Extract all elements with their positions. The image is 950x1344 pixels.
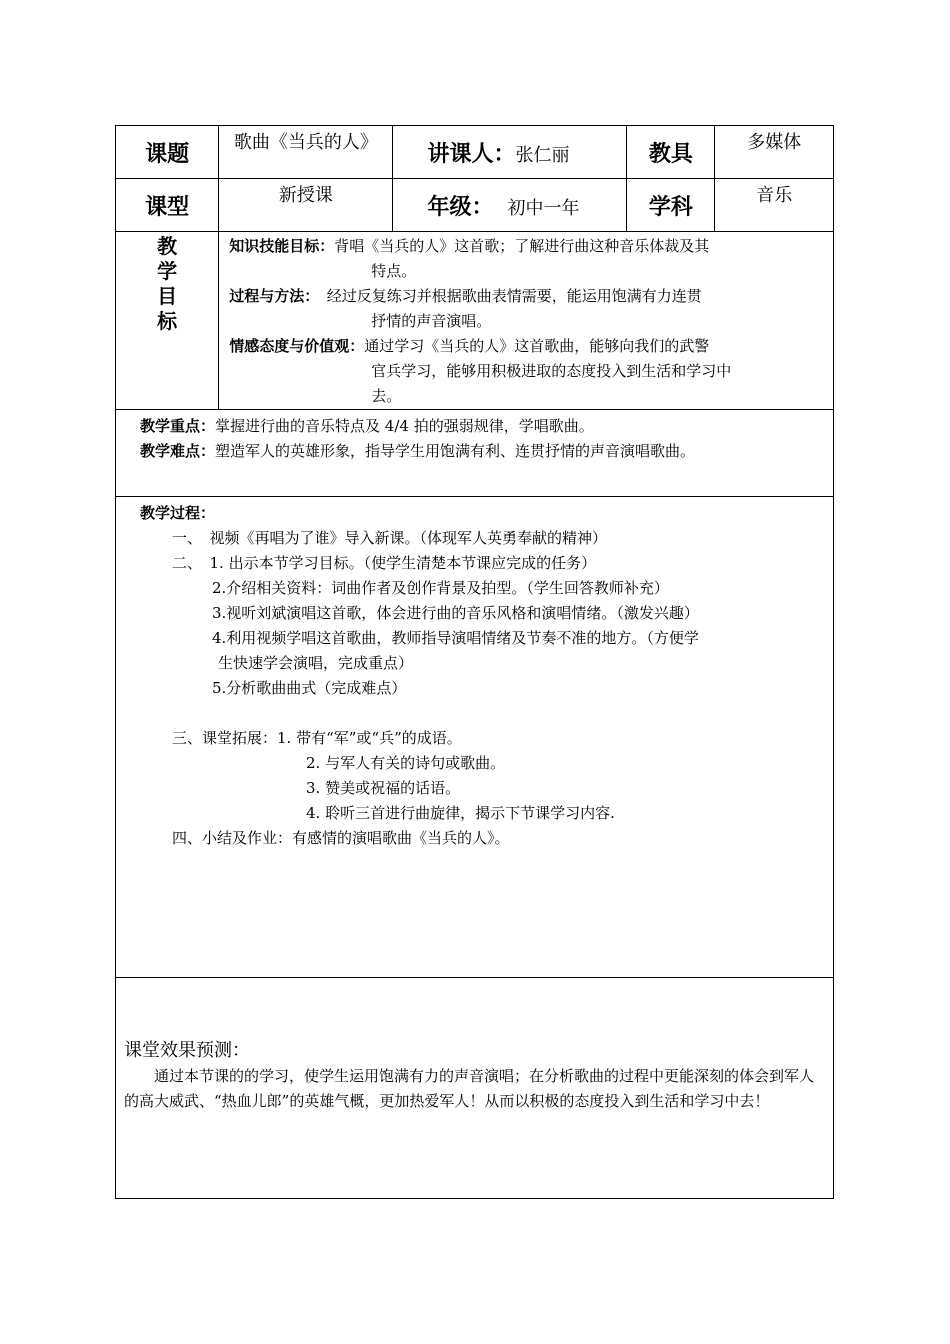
grade-value: 初中一年	[507, 197, 580, 219]
topic-label: 课题	[116, 126, 219, 179]
process-line1: 经过反复练习并根据歌曲表情需要，能运用饱满有力连贯	[311, 287, 702, 305]
teacher-cell	[393, 126, 627, 179]
process-spacer	[140, 701, 827, 726]
objectives-row	[116, 232, 834, 410]
effect-title: 课堂效果预测：	[124, 1040, 250, 1061]
emotion-line1: 通过学习《当兵的人》这首歌曲，能够向我们的武警	[364, 337, 710, 355]
tools-label: 教具	[627, 126, 715, 179]
emotion-line2: 官兵学习，能够用积极进取的态度投入到生活和学习中	[371, 362, 732, 380]
objectives-label-char: 标	[157, 309, 178, 333]
objectives-label-char: 学	[157, 259, 178, 283]
objectives-label	[116, 232, 219, 410]
focus-text: 掌握进行曲的音乐特点及 4/4 拍的强弱规律，学唱歌曲。	[215, 417, 594, 435]
process-line2: 抒情的声音演唱。	[371, 312, 492, 330]
effect-cell	[116, 978, 834, 1199]
process-step: 4. 聆听三首进行曲旋律，揭示下节课学习内容.	[306, 804, 615, 822]
subject-label: 学科	[627, 179, 715, 232]
knowledge-objective	[229, 234, 827, 259]
difficulty-label: 教学难点：	[140, 442, 216, 460]
topic-value: 歌曲《当兵的人》	[219, 126, 393, 179]
keypoints-row	[116, 410, 834, 497]
process-method-label: 过程与方法：	[229, 287, 312, 305]
process-step: 2. 与军人有关的诗句或歌曲。	[306, 754, 506, 772]
effect-body: 通过本节课的的学习，使学生运用饱满有力的声音演唱；在分析歌曲的过程中更能深刻的体会到军人的高大威武、“热血儿郎”的英雄气概，更加热爱军人！从而以积极的态度投入到生活和学习中去！	[124, 1067, 815, 1110]
tools-value: 多媒体	[715, 126, 834, 179]
effect-row	[116, 978, 834, 1199]
header-row-2	[116, 179, 834, 232]
grade-cell	[393, 179, 627, 232]
difficulty-line	[140, 439, 827, 464]
knowledge-line2: 特点。	[371, 262, 417, 280]
process-objective	[229, 284, 827, 309]
subject-value: 音乐	[715, 179, 834, 232]
knowledge-label: 知识技能目标：	[229, 237, 335, 255]
process-step: 3. 赞美或祝福的话语。	[306, 779, 461, 797]
grade-label: 年级：	[427, 193, 494, 220]
type-label: 课型	[116, 179, 219, 232]
emotion-line3: 去。	[371, 387, 402, 405]
process-step: 3.视听刘斌演唱这首歌，体会进行曲的音乐风格和演唱情绪。（激发兴趣）	[212, 604, 699, 622]
process-step: 生快速学会演唱，完成重点）	[218, 654, 414, 672]
process-row	[116, 497, 834, 978]
keypoints-cell	[116, 410, 834, 497]
knowledge-line1: 背唱《当兵的人》这首歌；了解进行曲这种音乐体裁及其	[334, 237, 710, 255]
process-step: 4.利用视频学唱这首歌曲，教师指导演唱情绪及节奏不准的地方。（方便学	[212, 629, 699, 647]
lesson-plan-sheet	[115, 125, 833, 1192]
difficulty-text: 塑造军人的英雄形象，指导学生用饱满有利、连贯抒情的声音演唱歌曲。	[215, 442, 696, 460]
process-step: 二、 1. 出示本节学习目标。（使学生清楚本节课应完成的任务）	[172, 554, 597, 572]
type-value: 新授课	[219, 179, 393, 232]
objectives-label-char: 教	[157, 234, 178, 258]
process-step: 一、 视频《再唱为了谁》导入新课。（体现军人英勇奉献的精神）	[172, 529, 608, 547]
header-row-1	[116, 126, 834, 179]
teacher-label: 讲课人：	[427, 140, 516, 167]
objectives-content	[219, 232, 834, 410]
process-step: 四、小结及作业：有感情的演唱歌曲《当兵的人》。	[172, 829, 510, 847]
process-step: 5.分析歌曲曲式（完成难点）	[212, 679, 407, 697]
teacher-value: 张仁丽	[515, 144, 570, 166]
focus-label: 教学重点：	[140, 417, 216, 435]
emotion-label: 情感态度与价值观：	[229, 337, 365, 355]
process-cell	[116, 497, 834, 978]
process-step: 2.介绍相关资料：词曲作者及创作背景及拍型。（学生回答教师补充）	[212, 579, 669, 597]
objectives-label-char: 目	[157, 284, 178, 308]
process-step: 三、课堂拓展：1. 带有“军”或“兵”的成语。	[172, 729, 462, 747]
emotion-objective	[229, 334, 827, 359]
focus-line	[140, 414, 827, 439]
lesson-plan-table	[115, 125, 834, 1199]
process-heading: 教学过程：	[140, 504, 216, 522]
